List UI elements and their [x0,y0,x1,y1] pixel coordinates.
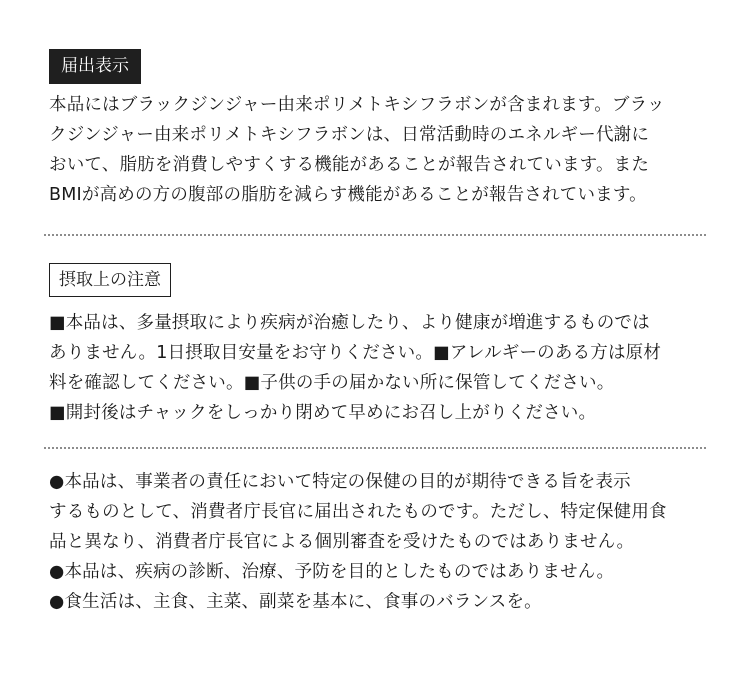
notice-line: おいて、脂肪を消費しやすくする機能があることが報告されています。また [49,155,650,175]
disclaimer-line: するものとして、消費者庁長官に届出されたものです。ただし、特定保健用食 [49,502,667,522]
notice-line: 本品にはブラックジンジャー由来ポリメトキシフラボンが含まれます。ブラッ [49,95,665,115]
notice-heading: 届出表示 [49,49,141,84]
notice-line: BMIが高めの方の腹部の脂肪を減らす機能があることが報告されています。 [49,185,647,205]
disclaimer-line: ●食生活は、主食、主菜、副菜を基本に、食事のバランスを。 [49,592,542,612]
caution-heading: 摂取上の注意 [49,263,171,297]
caution-paragraph [49,308,709,428]
caution-line: ■本品は、多量摂取により疾病が治癒したり、より健康が増進するものでは [49,313,650,333]
dotted-divider [44,447,706,449]
disclaimer-line: 品と異なり、消費者庁長官による個別審査を受けたものではありません。 [49,532,635,552]
disclaimer-line: ●本品は、事業者の責任において特定の保健の目的が期待できる旨を表示 [49,472,631,492]
notice-paragraph [49,90,709,210]
disclaimer-paragraph [49,467,709,617]
disclaimer-line: ●本品は、疾病の診断、治療、予防を目的としたものではありません。 [49,562,615,582]
caution-line: 料を確認してください。■子供の手の届かない所に保管してください。 [49,373,615,393]
notice-line: クジンジャー由来ポリメトキシフラボンは、日常活動時のエネルギー代謝に [49,125,650,145]
caution-line: ■開封後はチャックをしっかり閉めて早めにお召し上がりください。 [49,403,597,423]
caution-line: ありません。1日摂取目安量をお守りください。■アレルギーのある方は原材 [49,343,662,363]
dotted-divider [44,234,706,236]
